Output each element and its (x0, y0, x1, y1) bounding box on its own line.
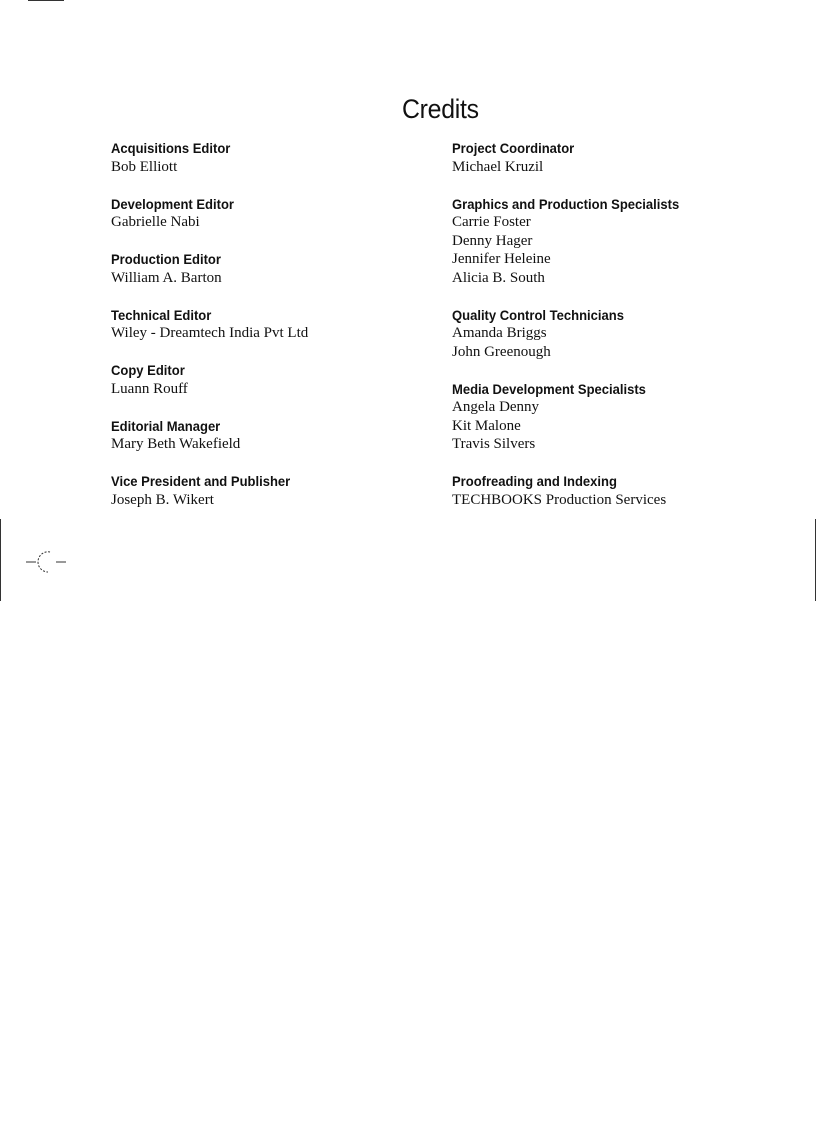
person-name: Wiley - Dreamtech India Pvt Ltd (111, 325, 309, 341)
page-title: Credits (402, 94, 479, 124)
credit-graphics-production-specialists (452, 195, 782, 288)
credit-vice-president-publisher (111, 472, 411, 509)
person-name: Travis Silvers (452, 436, 536, 452)
role-label: Technical Editor (111, 306, 212, 323)
person-name: Michael Kruzil (452, 158, 544, 175)
person-name: Joseph B. Wikert (111, 491, 214, 508)
role-label: Vice President and Publisher (111, 473, 291, 489)
credit-development-editor (111, 195, 411, 232)
role-label: Copy Editor (111, 362, 185, 378)
person-name: Amanda Briggs (452, 325, 547, 341)
role-label: Quality Control Technicians (452, 306, 624, 323)
role-label: Editorial Manager (111, 417, 221, 434)
registration-mark-icon (24, 548, 68, 576)
credits-left-column (111, 139, 411, 528)
credit-copy-editor (111, 361, 411, 398)
credit-media-development-specialists (452, 380, 782, 454)
role-label: Graphics and Production Specialists (452, 195, 680, 212)
person-name: Denny Hager (452, 232, 533, 249)
role-label: Media Development Specialists (452, 380, 646, 397)
person-name: John Greenough (452, 343, 551, 360)
credit-production-editor (111, 250, 411, 287)
role-label: Production Editor (111, 251, 221, 267)
credit-quality-control-technicians (452, 306, 782, 362)
person-name: Angela Denny (452, 399, 540, 415)
person-name: Jennifer Heleine (452, 251, 551, 267)
person-name: Alicia B. South (452, 269, 545, 286)
crop-mark-left (0, 519, 1, 601)
person-name: Mary Beth Wakefield (111, 436, 241, 452)
credit-project-coordinator (452, 139, 782, 176)
person-name: TECHBOOKS Production Services (452, 491, 667, 508)
role-label: Project Coordinator (452, 140, 575, 156)
person-name: Bob Elliott (111, 158, 178, 175)
person-name: Gabrielle Nabi (111, 214, 200, 230)
person-name: Carrie Foster (452, 214, 531, 230)
role-label: Acquisitions Editor (111, 140, 231, 156)
credit-proofreading-indexing (452, 472, 782, 509)
credit-technical-editor (111, 306, 411, 343)
credit-acquisitions-editor (111, 139, 411, 176)
role-label: Proofreading and Indexing (452, 473, 617, 489)
person-name: Kit Malone (452, 417, 521, 434)
role-label: Development Editor (111, 195, 234, 212)
credits-right-column (452, 139, 782, 528)
crop-mark-top (28, 0, 64, 1)
credit-editorial-manager (111, 417, 411, 454)
person-name: William A. Barton (111, 269, 222, 286)
person-name: Luann Rouff (111, 380, 188, 397)
